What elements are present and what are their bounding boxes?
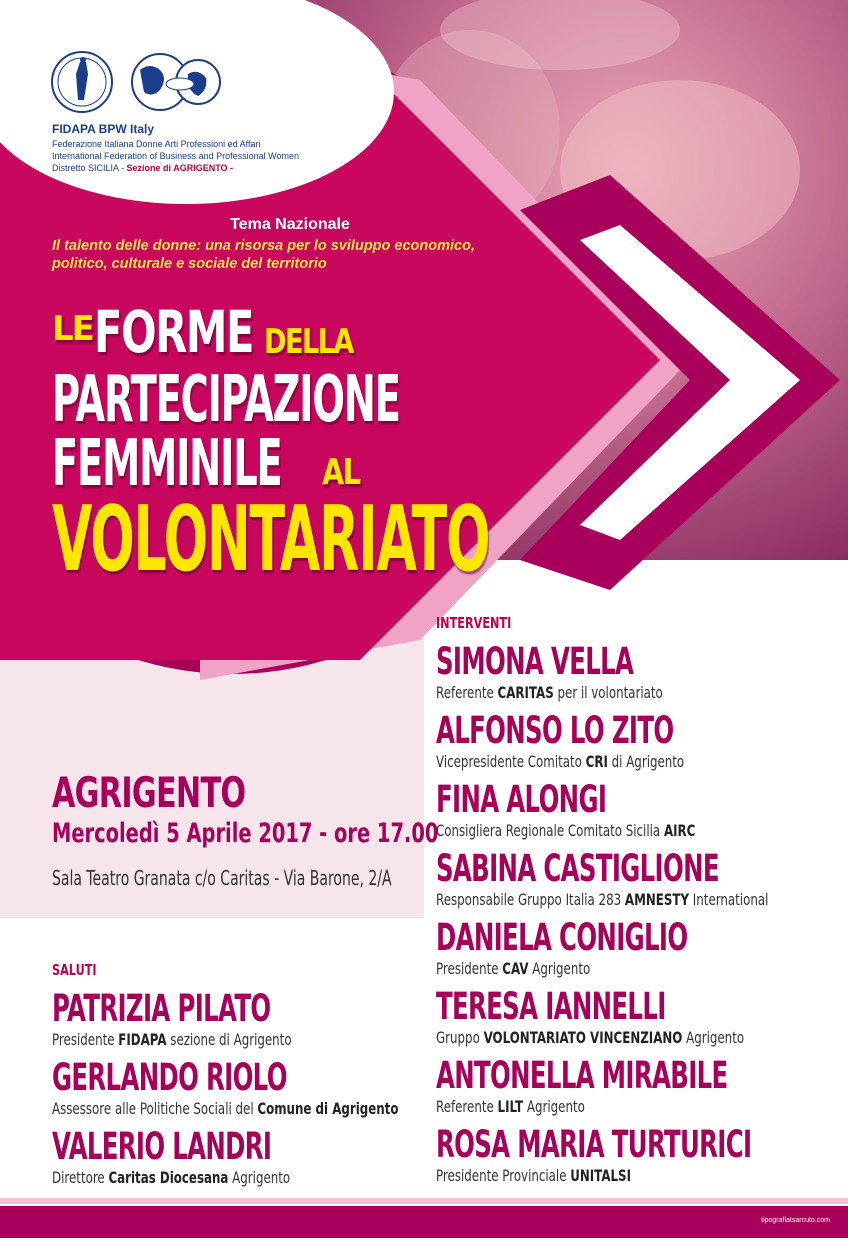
- footer-stripe: [0, 1198, 848, 1204]
- bpw-globe-logo: [132, 54, 220, 110]
- theme-label: Tema Nazionale: [230, 216, 350, 233]
- saluti-name: GERLANDO RIOLO: [52, 1056, 287, 1099]
- saluti-label: SALUTI: [52, 961, 97, 979]
- saluti-name: PATRIZIA PILATO: [52, 987, 271, 1030]
- interventi-name: FINA ALONGI: [436, 778, 607, 821]
- title-partecipazione: PARTECIPAZIONE: [52, 363, 400, 437]
- interventi-role: Gruppo VOLONTARIATO VINCENZIANO Agrigento: [436, 1028, 745, 1047]
- saluti-role: Assessore alle Politiche Sociali del Comune di Agrigento: [52, 1099, 399, 1118]
- fidapa-seal-logo: [52, 52, 112, 112]
- event-city: AGRIGENTO: [52, 768, 246, 817]
- interventi-name: ANTONELLA MIRABILE: [436, 1054, 728, 1097]
- interventi-name: ROSA MARIA TURTURICI: [436, 1123, 752, 1166]
- footer-credit[interactable]: tipografiatsarcuto.com: [761, 1217, 830, 1224]
- interventi-role: Presidente Provinciale UNITALSI: [436, 1166, 631, 1185]
- title-femminile: FEMMINILE: [52, 427, 282, 501]
- org-name: FIDAPA BPW Italy: [52, 122, 155, 136]
- interventi-name: SIMONA VELLA: [436, 640, 634, 683]
- interventi-name: DANIELA CONIGLIO: [436, 916, 688, 959]
- title-al: AL: [322, 452, 360, 493]
- saluti-role: Direttore Caritas Diocesana Agrigento: [52, 1168, 291, 1187]
- interventi-role: Referente LILT Agrigento: [436, 1097, 585, 1116]
- title-forme: FORME: [94, 298, 254, 366]
- org-line-1: Federazione Italiana Donne Arti Professioni ed Affari: [52, 139, 261, 149]
- saluti-name: VALERIO LANDRI: [52, 1125, 272, 1168]
- footer-bar: [0, 1206, 848, 1238]
- event-venue: Sala Teatro Granata c/o Caritas - Via Barone, 2/A: [52, 866, 392, 890]
- interventi-label: INTERVENTI: [436, 614, 512, 632]
- org-line-3: Distretto SICILIA - Sezione di AGRIGENTO -: [52, 163, 234, 173]
- interventi-name: ALFONSO LO ZITO: [436, 709, 674, 752]
- org-line-2: International Federation of Business and Professional Women: [52, 151, 299, 161]
- interventi-name: SABINA CASTIGLIONE: [436, 847, 719, 890]
- saluti-role: Presidente FIDAPA sezione di Agrigento: [52, 1030, 292, 1049]
- interventi-role: Referente CARITAS per il volontariato: [436, 683, 663, 702]
- interventi-role: Presidente CAV Agrigento: [436, 959, 591, 978]
- title-le: LE: [52, 309, 93, 349]
- event-date: Mercoledì 5 Aprile 2017 - ore 17.00: [52, 818, 439, 849]
- interventi-role: Responsabile Gruppo Italia 283 AMNESTY International: [436, 890, 769, 909]
- interventi-role: Vicepresidente Comitato CRI di Agrigento: [436, 752, 685, 771]
- title-della: DELLA: [264, 322, 353, 362]
- title-volontariato: VOLONTARIATO: [52, 487, 490, 592]
- interventi-role: Consigliera Regionale Comitato Sicilia AIRC: [436, 821, 696, 840]
- theme-text: Il talento delle donne: una risorsa per lo sviluppo economico, politico, culturale e sociale del territorio: [52, 238, 475, 272]
- interventi-name: TERESA IANNELLI: [436, 985, 666, 1028]
